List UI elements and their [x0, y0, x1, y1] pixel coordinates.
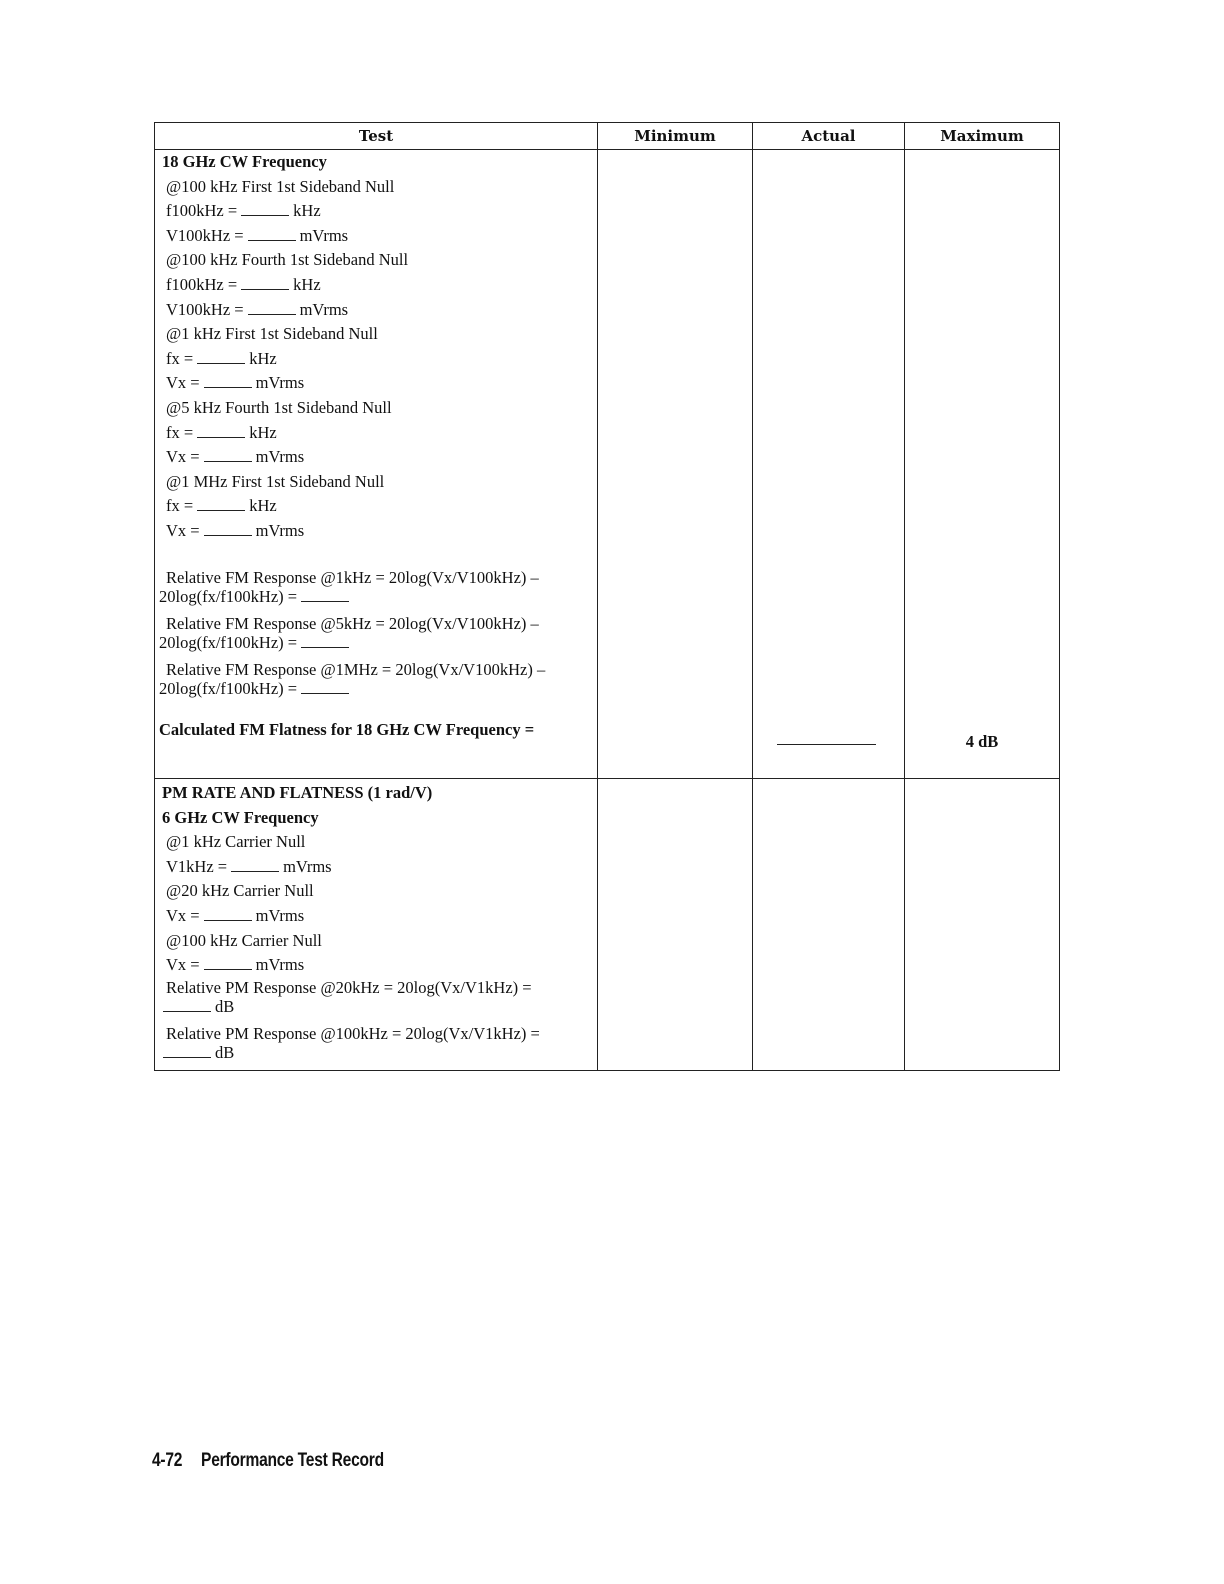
- line-unit: mVrms: [255, 373, 305, 393]
- entry-blank[interactable]: [301, 635, 349, 648]
- line-label: Vx =: [166, 373, 200, 393]
- section1-lines: [155, 175, 597, 544]
- formula-unit: dB: [215, 1042, 235, 1062]
- entry-blank[interactable]: [197, 351, 245, 364]
- section1-responses: [155, 568, 597, 698]
- line-label: @100 kHz Fourth 1st Sideband Null: [166, 250, 409, 270]
- line-label: fx =: [166, 496, 194, 516]
- performance-test-table: [154, 122, 1060, 1071]
- section2-subtitle: 6 GHz CW Frequency: [162, 807, 319, 827]
- line-unit: mVrms: [255, 447, 305, 467]
- measurement-line: [155, 519, 597, 544]
- section-pm-flatness-row: [155, 779, 1060, 1071]
- section2-minimum-cell: [598, 779, 753, 1071]
- section1-maximum-cell: [905, 150, 1060, 779]
- measurement-line: [155, 929, 597, 954]
- entry-blank[interactable]: [231, 859, 279, 872]
- actual-entry-blank[interactable]: [777, 744, 876, 745]
- measurement-line: [155, 421, 597, 446]
- line-label: V100kHz =: [166, 225, 244, 245]
- line-label: Vx =: [166, 905, 200, 925]
- entry-blank[interactable]: [248, 228, 296, 241]
- formula-line1: Relative FM Response @1MHz = 20log(Vx/V100kHz) –: [166, 660, 546, 680]
- formula-line2: [159, 587, 597, 606]
- section2-title: PM RATE AND FLATNESS (1 rad/V): [162, 783, 433, 802]
- measurement-line: [155, 273, 597, 298]
- formula-text: 20log(fx/f100kHz) =: [159, 587, 298, 607]
- entry-blank[interactable]: [204, 523, 252, 536]
- measurement-line: [155, 445, 597, 470]
- measurement-line: [155, 224, 597, 249]
- measurement-line: [155, 904, 597, 929]
- measurement-line: [155, 953, 597, 978]
- header-test: Test: [155, 123, 598, 150]
- formula-text: 20log(fx/f100kHz) =: [159, 633, 298, 653]
- line-label: f100kHz =: [166, 201, 238, 221]
- line-label: @1 kHz First 1st Sideband Null: [166, 324, 378, 344]
- line-unit: kHz: [293, 201, 321, 221]
- formula-line1: Relative FM Response @1kHz = 20log(Vx/V100kHz) –: [166, 568, 539, 588]
- line-label: V100kHz =: [166, 299, 244, 319]
- line-unit: mVrms: [255, 520, 305, 540]
- entry-blank[interactable]: [197, 498, 245, 511]
- line-label: @100 kHz Carrier Null: [166, 930, 322, 950]
- measurement-line: [155, 830, 597, 855]
- line-label: V1kHz =: [166, 856, 228, 876]
- line-label: Vx =: [166, 520, 200, 540]
- formula-line1: Relative PM Response @20kHz = 20log(Vx/V1kHz) =: [166, 977, 532, 997]
- line-label: f100kHz =: [166, 274, 238, 294]
- line-unit: kHz: [293, 274, 321, 294]
- line-label: @100 kHz First 1st Sideband Null: [166, 176, 395, 196]
- measurement-line: [155, 855, 597, 880]
- response-formula: [155, 660, 597, 698]
- section2-actual-cell: [753, 779, 905, 1071]
- spacer: [155, 544, 597, 569]
- measurement-line: [155, 879, 597, 904]
- formula-line1: Relative PM Response @100kHz = 20log(Vx/V1kHz) =: [166, 1023, 540, 1043]
- line-unit: mVrms: [283, 856, 332, 876]
- entry-blank[interactable]: [241, 203, 289, 216]
- header-row: [155, 123, 1060, 150]
- section1-title: 18 GHz CW Frequency: [162, 152, 327, 171]
- footer-title: Performance Test Record: [201, 1450, 384, 1471]
- measurement-line: [155, 371, 597, 396]
- entry-blank[interactable]: [163, 1045, 211, 1058]
- line-unit: mVrms: [299, 225, 349, 245]
- entry-blank[interactable]: [241, 277, 289, 290]
- entry-blank[interactable]: [204, 908, 252, 921]
- section2-responses: [155, 978, 597, 1062]
- entry-blank[interactable]: [204, 449, 252, 462]
- line-label: fx =: [166, 348, 194, 368]
- section1-minimum-cell: [598, 150, 753, 779]
- header-actual: Actual: [753, 123, 905, 150]
- maximum-value: 4 dB: [965, 732, 999, 751]
- line-label: fx =: [166, 422, 194, 442]
- section1-actual-cell: [753, 150, 905, 779]
- section2-lines: [155, 830, 597, 978]
- line-unit: kHz: [249, 422, 277, 442]
- response-formula: [155, 1024, 597, 1062]
- entry-blank[interactable]: [301, 589, 349, 602]
- section2-test-cell: [155, 779, 598, 1071]
- formula-unit: dB: [215, 996, 235, 1016]
- entry-blank[interactable]: [197, 425, 245, 438]
- header-maximum: Maximum: [905, 123, 1060, 150]
- line-label: Vx =: [166, 447, 200, 467]
- entry-blank[interactable]: [301, 681, 349, 694]
- measurement-line: [155, 347, 597, 372]
- response-formula: [155, 978, 597, 1016]
- page-number: 4-72: [152, 1450, 183, 1471]
- measurement-line: [155, 199, 597, 224]
- entry-blank[interactable]: [163, 999, 211, 1012]
- line-unit: kHz: [249, 348, 277, 368]
- line-label: @1 MHz First 1st Sideband Null: [166, 471, 385, 491]
- entry-blank[interactable]: [204, 957, 252, 970]
- entry-blank[interactable]: [248, 302, 296, 315]
- line-label: Vx =: [166, 955, 200, 975]
- response-formula: [155, 614, 597, 652]
- line-unit: mVrms: [299, 299, 349, 319]
- formula-line2: [159, 633, 597, 652]
- formula-text: 20log(fx/f100kHz) =: [159, 679, 298, 699]
- measurement-line: [155, 298, 597, 323]
- formula-line2: [159, 679, 597, 698]
- header-minimum: Minimum: [598, 123, 753, 150]
- section1-test-cell: [155, 150, 598, 779]
- response-formula: [155, 568, 597, 606]
- line-label: @20 kHz Carrier Null: [166, 881, 314, 901]
- measurement-line: [155, 494, 597, 519]
- line-label: @5 kHz Fourth 1st Sideband Null: [166, 397, 392, 417]
- line-label: @1 kHz Carrier Null: [166, 832, 306, 852]
- calculated-fm-flatness: Calculated FM Flatness for 18 GHz CW Frequency =: [159, 720, 535, 740]
- formula-line1: Relative FM Response @5kHz = 20log(Vx/V100kHz) –: [166, 614, 539, 634]
- line-unit: kHz: [249, 496, 277, 516]
- entry-blank[interactable]: [204, 375, 252, 388]
- measurement-line: [155, 322, 597, 347]
- measurement-line: [155, 470, 597, 495]
- section2-maximum-cell: [905, 779, 1060, 1071]
- formula-line2: [159, 1043, 597, 1062]
- page-footer: [152, 1450, 384, 1472]
- line-unit: mVrms: [255, 905, 305, 925]
- formula-line2: [159, 997, 597, 1016]
- measurement-line: [155, 248, 597, 273]
- line-unit: mVrms: [255, 955, 305, 975]
- measurement-line: [155, 175, 597, 200]
- section-fm-flatness-row: [155, 150, 1060, 779]
- measurement-line: [155, 396, 597, 421]
